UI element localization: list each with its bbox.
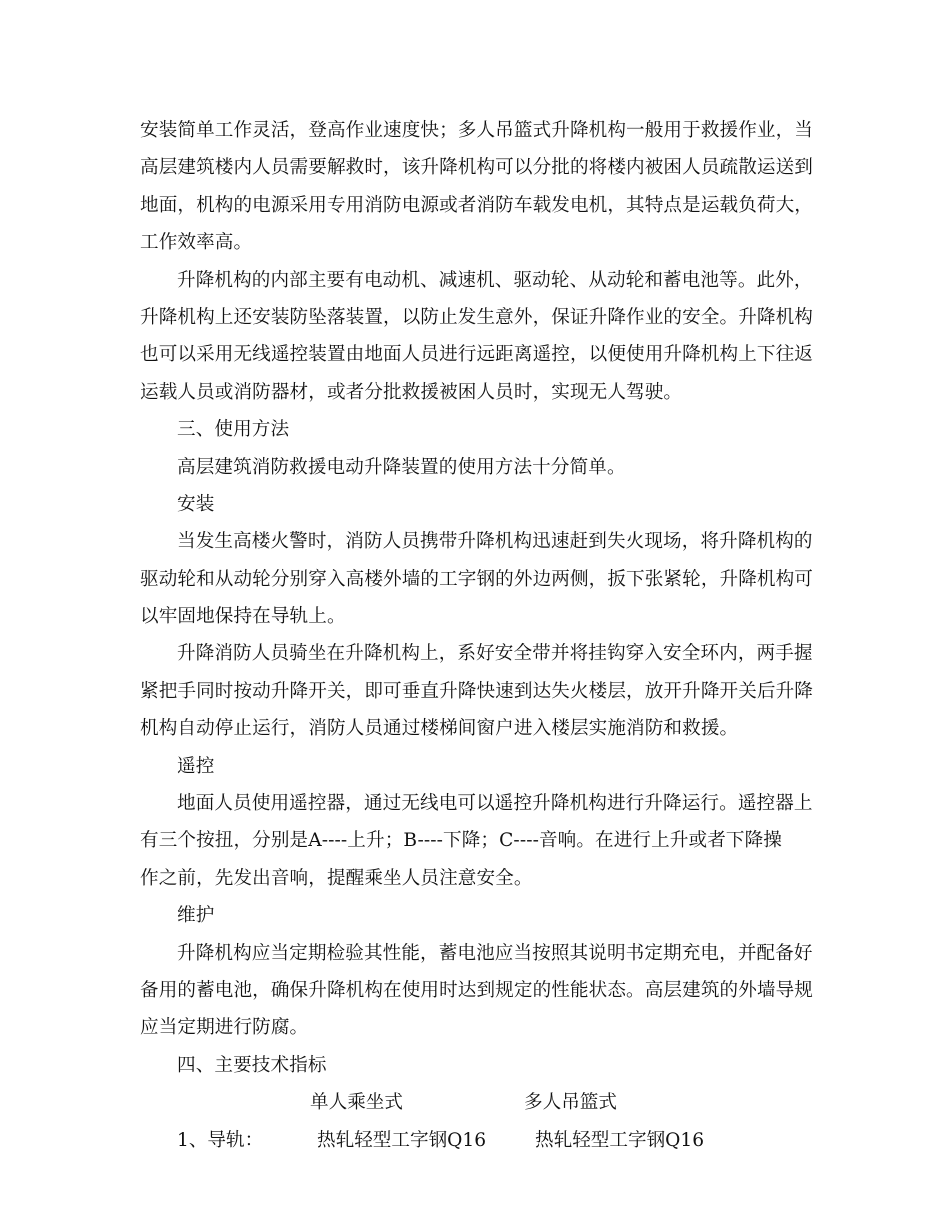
paragraph-line: 升降消防人员骑坐在升降机构上，系好安全带并将挂钩穿入安全环内，两手握: [177, 643, 813, 665]
paragraph-line: 有三个按扭，分别是A----上升；B----下降；C----音响。在进行上升或者下降操: [140, 830, 782, 852]
paragraph-line: 驱动轮和从动轮分别穿入高楼外墙的工字钢的外边两侧，扳下张紧轮，升降机构可: [140, 568, 813, 590]
paragraph-line: 备用的蓄电池，确保升降机构在使用时达到规定的性能状态。高层建筑的外墙导规: [140, 979, 813, 1001]
spec-row-single-value: 热轧轻型工字钢Q16: [317, 1129, 487, 1151]
document-body: [140, 112, 812, 1159]
section-heading-usage: 三、使用方法: [177, 419, 290, 441]
paragraph-line: 应当定期进行防腐。: [140, 1017, 309, 1039]
paragraph-line: 紧把手同时按动升降开关，即可垂直升降快速到达失火楼层，放开升降开关后升降: [140, 680, 813, 702]
spec-table-header: [140, 1084, 812, 1121]
subheading-remote: 遥控: [177, 755, 215, 777]
paragraph-line: 当发生高楼火警时，消防人员携带升降机构迅速赶到失火现场，将升降机构的: [177, 531, 813, 553]
spec-table-row: [140, 1122, 812, 1159]
subheading-install: 安装: [177, 493, 215, 515]
paragraph-line: 高层建筑消防救援电动升降装置的使用方法十分简单。: [177, 456, 626, 478]
paragraph-line: 高层建筑楼内人员需要解救时，该升降机构可以分批的将楼内被困人员疏散运送到: [140, 157, 813, 179]
paragraph-line: 以牢固地保持在导轨上。: [140, 606, 346, 628]
spec-header-single: 单人乘坐式: [310, 1092, 403, 1114]
paragraph-line: 地面人员使用遥控器，通过无线电可以遥控升降机构进行升降运行。遥控器上: [177, 793, 813, 815]
spec-row-label: 1、导轨：: [177, 1129, 264, 1151]
subheading-maintenance: 维护: [177, 905, 215, 927]
paragraph-line: 作之前，先发出音响，提醒乘坐人员注意安全。: [140, 867, 533, 889]
spec-row-multi-value: 热轧轻型工字钢Q16: [535, 1129, 705, 1151]
paragraph-line: 也可以采用无线遥控装置由地面人员进行远距离遥控，以便使用升降机构上下往返: [140, 344, 813, 366]
paragraph-line: 地面，机构的电源采用专用消防电源或者消防车载发电机，其特点是运载负荷大，: [140, 194, 813, 216]
paragraph-line: 升降机构上还安装防坠落装置，以防止发生意外，保证升降作业的安全。升降机构: [140, 306, 813, 328]
paragraph-line: 运载人员或消防器材，或者分批救援被困人员时，实现无人驾驶。: [140, 381, 683, 403]
section-heading-specs: 四、主要技术指标: [177, 1054, 327, 1076]
paragraph-line: 机构自动停止运行，消防人员通过楼梯间窗户进入楼层实施消防和救援。: [140, 718, 739, 740]
paragraph-line: 升降机构的内部主要有电动机、减速机、驱动轮、从动轮和蓄电池等。此外，: [177, 269, 813, 291]
paragraph-line: 工作效率高。: [140, 232, 253, 254]
paragraph-line: 安装简单工作灵活，登高作业速度快；多人吊篮式升降机构一般用于救援作业，当: [140, 120, 813, 141]
paragraph-line: 升降机构应当定期检验其性能，蓄电池应当按照其说明书定期充电，并配备好: [177, 942, 813, 964]
spec-header-multi: 多人吊篮式: [524, 1092, 617, 1114]
